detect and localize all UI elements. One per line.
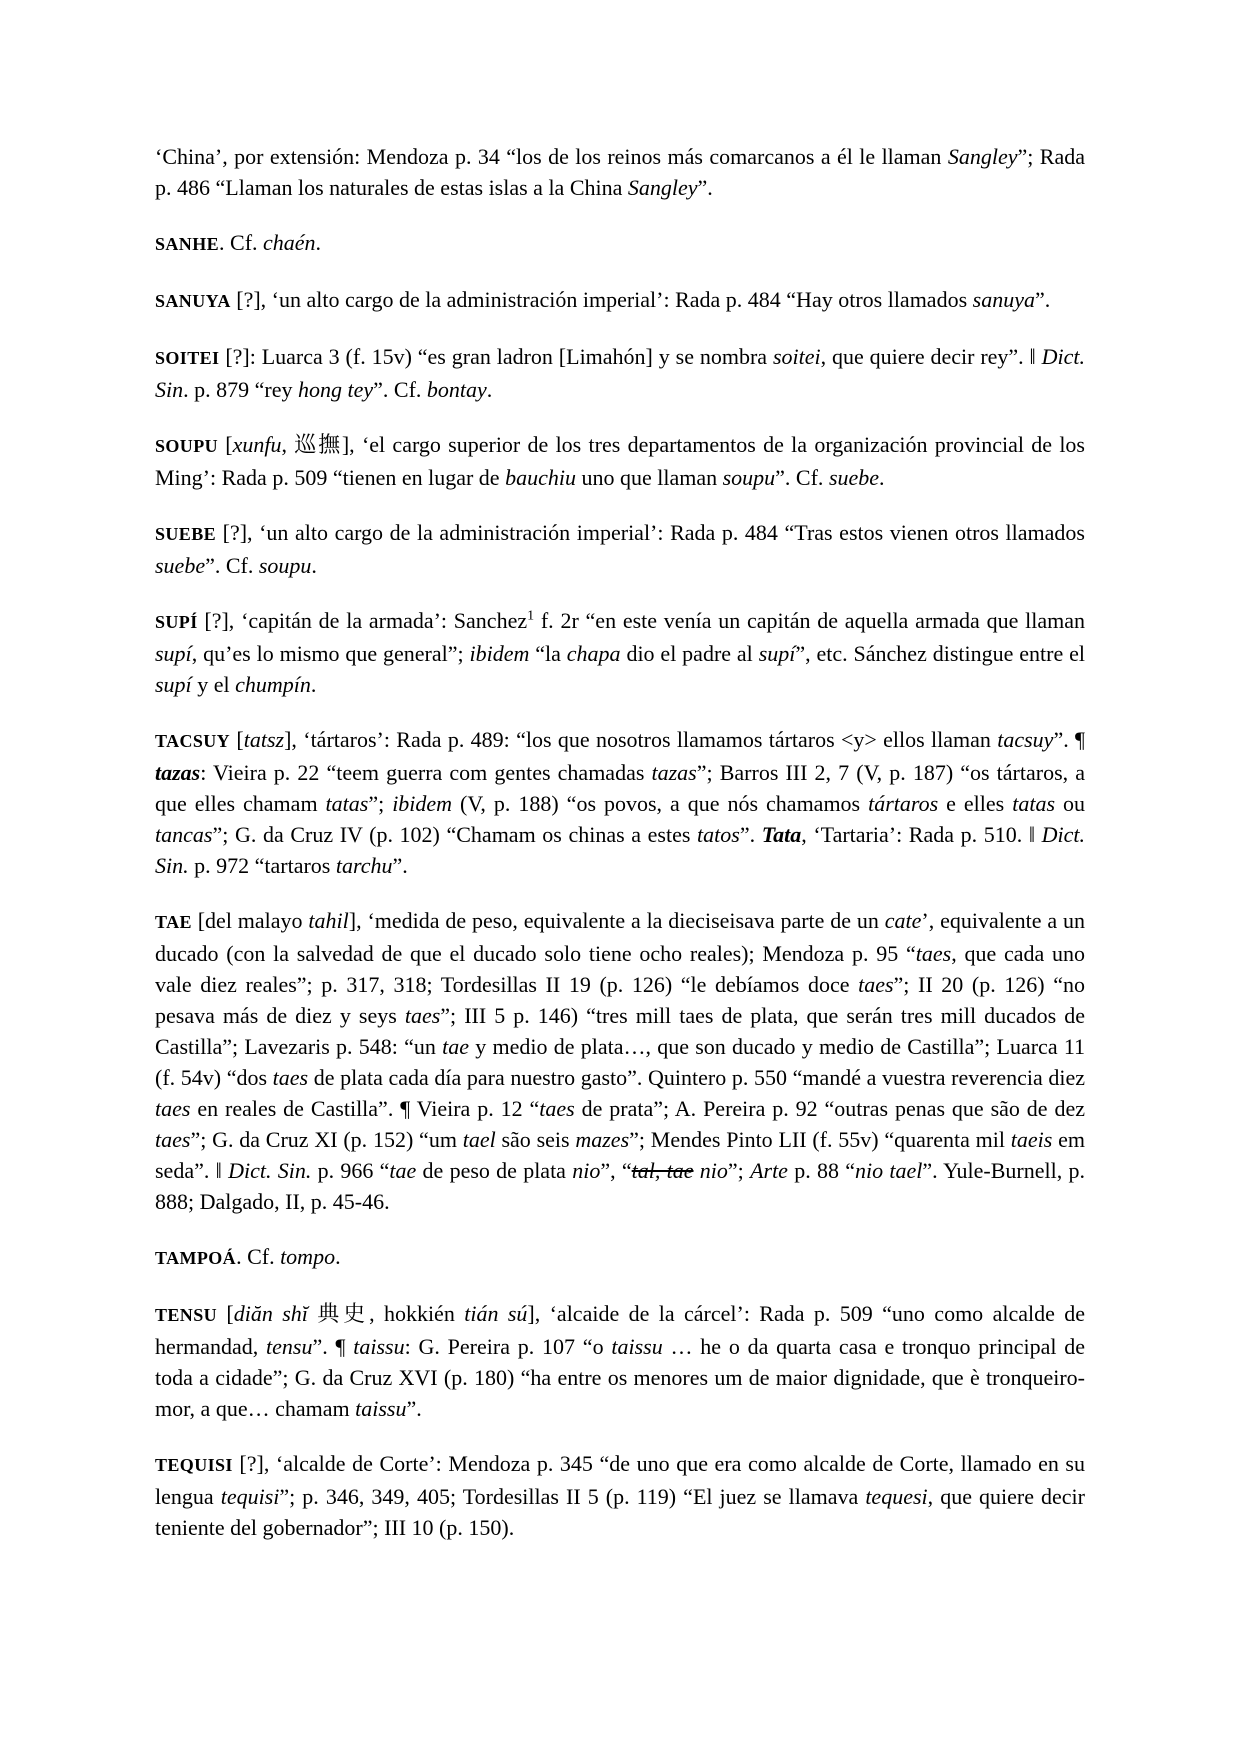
text-run: en reales de Castilla”. ¶ Vieira p. 12 “ (190, 1096, 540, 1121)
text-run: , que quiere decir teniente del gobernador”; III 10 (p. 150). (155, 1484, 1085, 1540)
text-run: taes (915, 941, 952, 966)
entry-sanuya (155, 284, 1085, 317)
text-run: tatas (1012, 791, 1056, 816)
text-run: ”. (392, 853, 408, 878)
text-run: ou (1055, 791, 1085, 816)
text-run: (V, p. 188) “os povos, a que nós chamamos (452, 791, 869, 816)
text-run: ”; III 5 p. 146) “tres mill taes de plata, que serán tres mill ducados de Castilla”; Lavezaris p. 548: “un (155, 1003, 1085, 1059)
text-run: , qu’es lo mismo que general”; (191, 641, 470, 666)
entry-tensu (155, 1298, 1085, 1424)
text-run: taes (155, 1096, 191, 1121)
text-run: . p. 879 “rey (183, 377, 298, 402)
text-run: Sangley (627, 175, 698, 200)
headword: SUPÍ (155, 612, 198, 632)
text-run: ibidem (469, 641, 530, 666)
text-run: nio (699, 1158, 728, 1183)
text-run: são seis (495, 1127, 576, 1152)
text-run: Sangley (947, 144, 1018, 169)
text-run: 典史, hokkién (307, 1301, 465, 1326)
text-run: tacsuy (997, 727, 1054, 752)
text-run: ”. Yule-Burnell, p. 888; Dalgado, II, p. 45-46. (155, 1158, 1086, 1214)
entry-sanhe (155, 227, 1085, 260)
text-run: taes (272, 1065, 309, 1090)
text-run: taes (539, 1096, 575, 1121)
text-run: ”; G. da Cruz IV (p. 102) “Chamam os chinas a estes (212, 822, 698, 847)
text-run: ”. (406, 1396, 422, 1421)
text-run: tequesi (865, 1484, 928, 1509)
text-run: nio (572, 1158, 601, 1183)
text-run: tián sú (464, 1301, 528, 1326)
text-run: ”. Cf. (205, 553, 259, 578)
headword: TAE (155, 912, 192, 932)
text-run: , 巡撫], ‘el cargo superior de los tres departamentos de la organización provincial de los Ming’: Rada p. 509 “tienen en lugar de (155, 432, 1085, 490)
text-run: em seda”. ‖ (155, 1127, 1085, 1183)
text-run: suebe (155, 553, 206, 578)
text-run: taes (858, 972, 894, 997)
entry-tequisi (155, 1448, 1085, 1543)
text-run: ibidem (392, 791, 453, 816)
text-run: tatas (325, 791, 369, 816)
text-run: tahil (308, 908, 349, 933)
text-run: tequisi (220, 1484, 280, 1509)
text-run: ”, “ (600, 1158, 632, 1183)
text-run: ”; II 20 (p. 126) “no pesava más de diez y seys (155, 972, 1085, 1028)
text-run: tatsz (243, 727, 285, 752)
text-run: tártaros (868, 791, 939, 816)
text-run: ], ‘medida de peso, equivalente a la dieciseisava parte de un (348, 908, 885, 933)
text-run: y medio de plata…, que son ducado y medio de Castilla”; Luarca 11 (f. 54v) “dos (155, 1034, 1086, 1090)
text-run: . Cf. (236, 1244, 281, 1269)
text-run: [?]: Luarca 3 (f. 15v) “es gran ladron [Limahón] y se nombra (219, 344, 773, 369)
text-run: ”. ¶ (1053, 727, 1085, 752)
text-run: nio tael (855, 1158, 923, 1183)
text-run: ”; Barros III 2, 7 (V, p. 187) “os tártaros, a que elles chamam (155, 760, 1085, 816)
text-run: p. 88 “ (787, 1158, 856, 1183)
text-run: , ‘Tartaria’: Rada p. 510. ‖ (801, 822, 1042, 847)
text-run: [ (218, 432, 233, 457)
text-run: ”, etc. Sánchez distingue entre el (795, 641, 1085, 666)
text-run: taeis (1010, 1127, 1053, 1152)
text-run: Tata (761, 822, 802, 847)
text-run: . (879, 465, 885, 490)
headword: SANUYA (155, 291, 231, 311)
entry-soupu (155, 429, 1085, 493)
text-run: taissu (355, 1396, 407, 1421)
text-run: ‘China’, por extensión: Mendoza p. 34 “los de los reinos más comarcanos a él le llaman (155, 144, 948, 169)
text-run: bauchiu (505, 465, 576, 490)
text-run: de peso de plata (416, 1158, 573, 1183)
entry-china-continuation (155, 141, 1085, 203)
text-run: [del malayo (191, 908, 309, 933)
text-run: soupu (722, 465, 776, 490)
text-run: soitei (772, 344, 821, 369)
headword: TAMPOÁ (155, 1248, 237, 1268)
text-run: Arte (750, 1158, 788, 1183)
text-run: ”. ¶ (312, 1334, 354, 1359)
text-run: tael (462, 1127, 496, 1152)
text-run: tarchu (335, 853, 393, 878)
entry-tacsuy (155, 724, 1085, 881)
text-run: supí (758, 641, 796, 666)
text-run: soupu (258, 553, 312, 578)
text-run: bontay (426, 377, 487, 402)
text-run: supí (155, 641, 192, 666)
text-run: , que quiere decir rey”. ‖ (820, 344, 1042, 369)
text-run: tatos (697, 822, 740, 847)
text-run: suebe (828, 465, 880, 490)
text-run: dio el padre al (620, 641, 759, 666)
text-run: ”; Rada p. 486 “Llaman los naturales de estas islas a la China (155, 144, 1085, 200)
entry-tae (155, 905, 1085, 1217)
text-run: y el (191, 672, 236, 697)
text-run: [?], ‘un alto cargo de la administración imperial’: Rada p. 484 “Hay otros llamados (230, 287, 973, 312)
text-run: ”. (697, 175, 713, 200)
headword: TENSU (155, 1305, 218, 1325)
text-run: ], ‘alcaide de la cárcel’: Rada p. 509 “uno como alcalde de hermandad, (155, 1301, 1085, 1359)
text-run: ”; (727, 1158, 751, 1183)
text-run: , que cada uno vale diez reales”; p. 317, 318; Tordesillas II 19 (p. 126) “le debíamos doce (155, 941, 1086, 997)
text-run: Dict. Sin (155, 344, 1086, 402)
text-run: mazes (575, 1127, 630, 1152)
text-run: . (311, 553, 317, 578)
text-run: ”. (739, 822, 762, 847)
text-run: de plata cada día para nuestro gasto”. Quintero p. 550 “mandé a vuestra reverencia diez (308, 1065, 1085, 1090)
text-run: taissu (353, 1334, 405, 1359)
headword: SOITEI (155, 348, 220, 368)
text-run: ”; Mendes Pinto LII (f. 55v) “quarenta mil (629, 1127, 1011, 1152)
text-run: tensu (266, 1334, 313, 1359)
text-run: uno que llaman (575, 465, 723, 490)
text-run: tae (389, 1158, 417, 1183)
entry-soitei (155, 341, 1085, 405)
text-run: tal, tae (631, 1158, 694, 1183)
text-run: [ (230, 727, 244, 752)
text-run: [ (217, 1301, 234, 1326)
text-run: ”; G. da Cruz XI (p. 152) “um (190, 1127, 463, 1152)
text-run: ”. (1034, 287, 1051, 312)
text-run: xunfu (232, 432, 282, 457)
text-run: p. 972 “tartaros (188, 853, 336, 878)
text-run: [?], ‘alcalde de Corte’: Mendoza p. 345 “de uno que era como alcalde de Corte, llamado en su lengua (155, 1451, 1085, 1509)
text-run: . (315, 230, 322, 255)
headword: SUEBE (155, 524, 217, 544)
text-run: tancas (155, 822, 213, 847)
text-run: ], ‘tártaros’: Rada p. 489: “los que nosotros llamamos tártaros <y> ellos llaman (284, 727, 998, 752)
text-run: tompo (280, 1244, 336, 1269)
text-run: Dict. Sin. (155, 822, 1086, 878)
text-run: e elles (938, 791, 1013, 816)
text-run: tazas (651, 760, 697, 785)
headword: SANHE (155, 234, 220, 254)
entry-tampoa (155, 1241, 1085, 1274)
text-run: supí (155, 672, 192, 697)
text-run: … he o da quarta casa e tronquo principal de toda a cidade”; G. da Cruz XVI (p. 180) “ha entre os menores um de maior dignidade, que è tronqueiro-mor, a que… chamam (155, 1334, 1086, 1421)
text-run: . Cf. (219, 230, 264, 255)
text-run: tae (442, 1034, 470, 1059)
entries (155, 141, 1085, 1543)
text-run: : Vieira p. 22 “teem guerra com gentes chamadas (200, 760, 652, 785)
text-run: . (335, 1244, 341, 1269)
headword: TEQUISI (155, 1455, 233, 1475)
text-run: ”. Cf. (775, 465, 829, 490)
text-run: . (310, 672, 317, 697)
text-run: taes (404, 1003, 441, 1028)
text-run: ”; p. 346, 349, 405; Tordesillas II 5 (p. 119) “El juez se llamava (279, 1484, 866, 1509)
text-run: cate (884, 908, 922, 933)
text-run: chapa (566, 641, 621, 666)
text-run: taissu (611, 1334, 663, 1359)
entry-supi (155, 605, 1085, 700)
text-run: Dict. Sin. (228, 1158, 312, 1183)
footnote-reference: 1 (527, 608, 535, 624)
text-run: [?], ‘capitán de la armada’: Sanchez (197, 608, 528, 633)
text-run: chumpín (235, 672, 311, 697)
text-run: ’, equivalente a un ducado (con la salvedad de que el ducado solo tiene ocho reales); Mendoza p. 95 “ (155, 908, 1085, 966)
headword: SOUPU (155, 436, 219, 456)
text-run: taes (155, 1127, 191, 1152)
text-run: hong tey (297, 377, 374, 402)
text-run: [?], ‘un alto cargo de la administración imperial’: Rada p. 484 “Tras estos vienen otros llamados (216, 520, 1085, 545)
text-run: f. 2r “en este venía un capitán de aquella armada que llaman (534, 608, 1085, 633)
text-run: sanuya (972, 287, 1035, 312)
text-run: ”. Cf. (373, 377, 427, 402)
text-run: . (486, 377, 493, 402)
text-run: ”; (368, 791, 393, 816)
text-run: p. 966 “ (311, 1158, 390, 1183)
entry-suebe (155, 517, 1085, 581)
text-run: : G. Pereira p. 107 “o (404, 1334, 612, 1359)
text-run: chaén (263, 230, 316, 255)
text-run: diăn shĭ (233, 1301, 308, 1326)
text-run: tazas (155, 760, 201, 785)
text-run: de prata”; A. Pereira p. 92 “outras penas que são de dez (574, 1096, 1085, 1121)
headword: TACSUY (155, 731, 231, 751)
text-run: “la (529, 641, 567, 666)
